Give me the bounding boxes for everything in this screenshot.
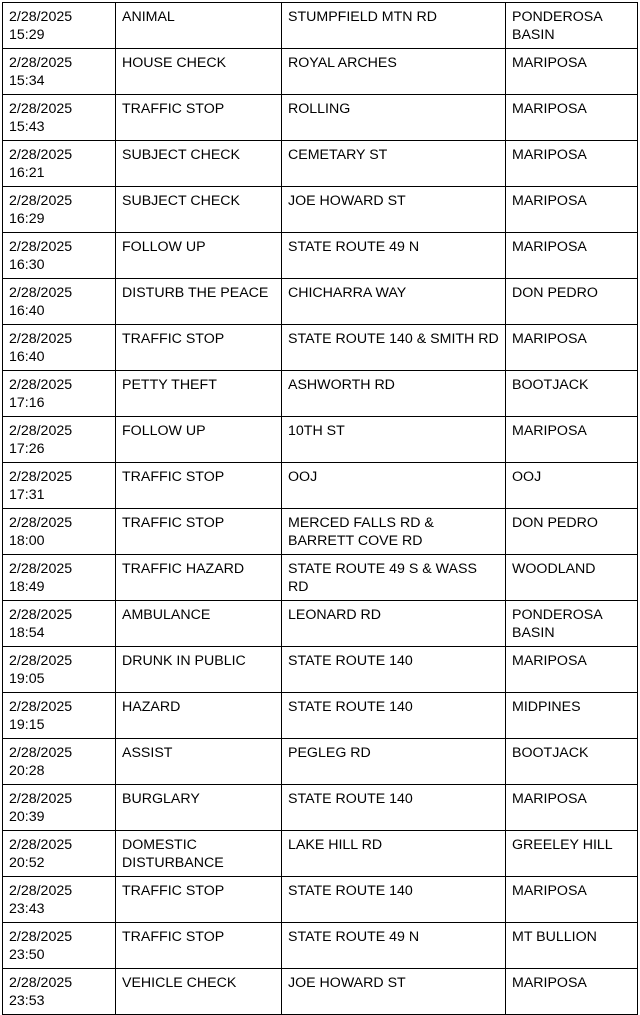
cell-type: TRAFFIC HAZARD: [116, 555, 282, 601]
cell-area: MARIPOSA: [506, 325, 638, 371]
cell-location: STATE ROUTE 140: [282, 647, 506, 693]
cell-type: TRAFFIC STOP: [116, 923, 282, 969]
cell-location: ROYAL ARCHES: [282, 49, 506, 95]
cell-datetime: 2/28/2025 20:28: [3, 739, 116, 785]
table-row: [3, 463, 638, 509]
cell-area: MARIPOSA: [506, 877, 638, 923]
cell-area: MARIPOSA: [506, 647, 638, 693]
cell-type: VEHICLE CHECK: [116, 969, 282, 1015]
table-row: [3, 555, 638, 601]
table-row: [3, 49, 638, 95]
cell-datetime: 2/28/2025 16:30: [3, 233, 116, 279]
cell-area: DON PEDRO: [506, 279, 638, 325]
cell-location: LEONARD RD: [282, 601, 506, 647]
cell-datetime: 2/28/2025 19:15: [3, 693, 116, 739]
cell-location: STUMPFIELD MTN RD: [282, 3, 506, 49]
cell-location: STATE ROUTE 140: [282, 785, 506, 831]
cell-type: DRUNK IN PUBLIC: [116, 647, 282, 693]
table-row: [3, 877, 638, 923]
call-log-table: [2, 2, 638, 1015]
cell-area: MT BULLION: [506, 923, 638, 969]
cell-datetime: 2/28/2025 15:29: [3, 3, 116, 49]
cell-type: FOLLOW UP: [116, 417, 282, 463]
table-row: [3, 279, 638, 325]
table-row: [3, 233, 638, 279]
cell-type: TRAFFIC STOP: [116, 463, 282, 509]
table-row: [3, 739, 638, 785]
cell-type: TRAFFIC STOP: [116, 509, 282, 555]
cell-type: DISTURB THE PEACE: [116, 279, 282, 325]
cell-type: BURGLARY: [116, 785, 282, 831]
cell-type: TRAFFIC STOP: [116, 325, 282, 371]
cell-area: BOOTJACK: [506, 371, 638, 417]
cell-location: JOE HOWARD ST: [282, 187, 506, 233]
cell-area: MARIPOSA: [506, 141, 638, 187]
cell-type: PETTY THEFT: [116, 371, 282, 417]
cell-datetime: 2/28/2025 16:40: [3, 325, 116, 371]
cell-area: MARIPOSA: [506, 49, 638, 95]
table-row: [3, 509, 638, 555]
cell-datetime: 2/28/2025 18:49: [3, 555, 116, 601]
cell-area: PONDEROSA BASIN: [506, 3, 638, 49]
table-row: [3, 3, 638, 49]
cell-area: PONDEROSA BASIN: [506, 601, 638, 647]
cell-area: MARIPOSA: [506, 95, 638, 141]
cell-datetime: 2/28/2025 17:31: [3, 463, 116, 509]
cell-datetime: 2/28/2025 17:26: [3, 417, 116, 463]
cell-area: MARIPOSA: [506, 417, 638, 463]
cell-type: SUBJECT CHECK: [116, 187, 282, 233]
cell-datetime: 2/28/2025 20:39: [3, 785, 116, 831]
table-row: [3, 785, 638, 831]
cell-datetime: 2/28/2025 16:21: [3, 141, 116, 187]
cell-datetime: 2/28/2025 23:43: [3, 877, 116, 923]
table-row: [3, 325, 638, 371]
table-row: [3, 831, 638, 877]
table-row: [3, 141, 638, 187]
cell-datetime: 2/28/2025 23:53: [3, 969, 116, 1015]
cell-type: FOLLOW UP: [116, 233, 282, 279]
cell-location: STATE ROUTE 140: [282, 877, 506, 923]
cell-area: OOJ: [506, 463, 638, 509]
table-row: [3, 601, 638, 647]
cell-datetime: 2/28/2025 16:29: [3, 187, 116, 233]
call-log-body: [3, 3, 638, 1015]
cell-datetime: 2/28/2025 18:54: [3, 601, 116, 647]
cell-location: LAKE HILL RD: [282, 831, 506, 877]
cell-area: BOOTJACK: [506, 739, 638, 785]
table-row: [3, 923, 638, 969]
table-row: [3, 95, 638, 141]
cell-location: STATE ROUTE 140: [282, 693, 506, 739]
cell-area: WOODLAND: [506, 555, 638, 601]
cell-datetime: 2/28/2025 15:34: [3, 49, 116, 95]
cell-type: HAZARD: [116, 693, 282, 739]
cell-area: MARIPOSA: [506, 969, 638, 1015]
cell-location: MERCED FALLS RD & BARRETT COVE RD: [282, 509, 506, 555]
cell-location: ROLLING: [282, 95, 506, 141]
cell-type: DOMESTIC DISTURBANCE: [116, 831, 282, 877]
cell-area: MARIPOSA: [506, 187, 638, 233]
cell-location: 10TH ST: [282, 417, 506, 463]
cell-location: OOJ: [282, 463, 506, 509]
cell-location: CHICHARRA WAY: [282, 279, 506, 325]
table-row: [3, 969, 638, 1015]
cell-type: ASSIST: [116, 739, 282, 785]
cell-location: JOE HOWARD ST: [282, 969, 506, 1015]
table-row: [3, 417, 638, 463]
cell-datetime: 2/28/2025 17:16: [3, 371, 116, 417]
cell-location: CEMETARY ST: [282, 141, 506, 187]
cell-area: DON PEDRO: [506, 509, 638, 555]
cell-area: MARIPOSA: [506, 785, 638, 831]
table-row: [3, 647, 638, 693]
cell-datetime: 2/28/2025 20:52: [3, 831, 116, 877]
table-row: [3, 187, 638, 233]
cell-datetime: 2/28/2025 15:43: [3, 95, 116, 141]
cell-datetime: 2/28/2025 23:50: [3, 923, 116, 969]
cell-location: STATE ROUTE 140 & SMITH RD: [282, 325, 506, 371]
table-row: [3, 693, 638, 739]
cell-type: TRAFFIC STOP: [116, 877, 282, 923]
cell-location: STATE ROUTE 49 N: [282, 233, 506, 279]
cell-location: STATE ROUTE 49 N: [282, 923, 506, 969]
cell-area: GREELEY HILL: [506, 831, 638, 877]
cell-datetime: 2/28/2025 16:40: [3, 279, 116, 325]
cell-location: PEGLEG RD: [282, 739, 506, 785]
cell-type: SUBJECT CHECK: [116, 141, 282, 187]
cell-location: ASHWORTH RD: [282, 371, 506, 417]
cell-type: HOUSE CHECK: [116, 49, 282, 95]
cell-datetime: 2/28/2025 18:00: [3, 509, 116, 555]
cell-type: ANIMAL: [116, 3, 282, 49]
cell-datetime: 2/28/2025 19:05: [3, 647, 116, 693]
cell-type: TRAFFIC STOP: [116, 95, 282, 141]
cell-location: STATE ROUTE 49 S & WASS RD: [282, 555, 506, 601]
cell-type: AMBULANCE: [116, 601, 282, 647]
table-row: [3, 371, 638, 417]
cell-area: MARIPOSA: [506, 233, 638, 279]
cell-area: MIDPINES: [506, 693, 638, 739]
